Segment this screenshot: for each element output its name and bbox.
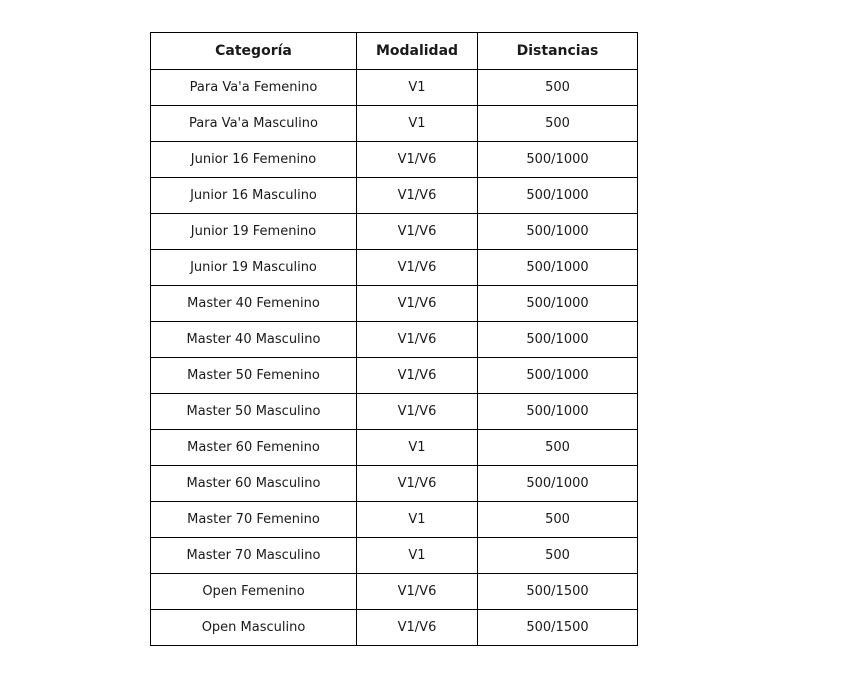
categories-table bbox=[150, 32, 638, 646]
cell-modalidad: V1/V6 bbox=[357, 574, 478, 610]
table-row bbox=[151, 466, 638, 502]
cell-modalidad: V1/V6 bbox=[357, 142, 478, 178]
cell-modalidad: V1 bbox=[357, 502, 478, 538]
cell-modalidad: V1/V6 bbox=[357, 358, 478, 394]
header-categoria: Categoría bbox=[151, 33, 357, 70]
cell-distancias: 500/1000 bbox=[478, 358, 638, 394]
header-distancias: Distancias bbox=[478, 33, 638, 70]
table-row bbox=[151, 286, 638, 322]
cell-distancias: 500/1000 bbox=[478, 178, 638, 214]
table-row bbox=[151, 142, 638, 178]
cell-distancias: 500/1000 bbox=[478, 286, 638, 322]
cell-modalidad: V1/V6 bbox=[357, 250, 478, 286]
cell-modalidad: V1 bbox=[357, 538, 478, 574]
cell-categoria: Master 40 Masculino bbox=[151, 322, 357, 358]
cell-distancias: 500 bbox=[478, 106, 638, 142]
cell-modalidad: V1/V6 bbox=[357, 178, 478, 214]
cell-categoria: Para Va'a Femenino bbox=[151, 70, 357, 106]
cell-distancias: 500/1500 bbox=[478, 610, 638, 646]
cell-modalidad: V1/V6 bbox=[357, 286, 478, 322]
cell-categoria: Master 60 Femenino bbox=[151, 430, 357, 466]
cell-distancias: 500/1000 bbox=[478, 466, 638, 502]
cell-modalidad: V1 bbox=[357, 430, 478, 466]
table-row bbox=[151, 70, 638, 106]
table-row bbox=[151, 538, 638, 574]
cell-categoria: Master 60 Masculino bbox=[151, 466, 357, 502]
cell-distancias: 500/1000 bbox=[478, 322, 638, 358]
cell-modalidad: V1 bbox=[357, 70, 478, 106]
table-row bbox=[151, 610, 638, 646]
cell-distancias: 500 bbox=[478, 70, 638, 106]
table-row bbox=[151, 358, 638, 394]
cell-modalidad: V1/V6 bbox=[357, 394, 478, 430]
cell-distancias: 500/1000 bbox=[478, 394, 638, 430]
cell-categoria: Open Femenino bbox=[151, 574, 357, 610]
table-row bbox=[151, 106, 638, 142]
table-row bbox=[151, 322, 638, 358]
cell-categoria: Para Va'a Masculino bbox=[151, 106, 357, 142]
header-modalidad: Modalidad bbox=[357, 33, 478, 70]
table-row bbox=[151, 502, 638, 538]
cell-categoria: Master 70 Femenino bbox=[151, 502, 357, 538]
cell-categoria: Junior 19 Masculino bbox=[151, 250, 357, 286]
cell-distancias: 500 bbox=[478, 538, 638, 574]
cell-distancias: 500 bbox=[478, 502, 638, 538]
table-row bbox=[151, 250, 638, 286]
cell-distancias: 500 bbox=[478, 430, 638, 466]
table-row bbox=[151, 574, 638, 610]
cell-categoria: Junior 16 Masculino bbox=[151, 178, 357, 214]
cell-modalidad: V1/V6 bbox=[357, 214, 478, 250]
table-row bbox=[151, 394, 638, 430]
cell-distancias: 500/1000 bbox=[478, 214, 638, 250]
cell-categoria: Master 50 Femenino bbox=[151, 358, 357, 394]
cell-categoria: Open Masculino bbox=[151, 610, 357, 646]
cell-modalidad: V1/V6 bbox=[357, 610, 478, 646]
cell-distancias: 500/1500 bbox=[478, 574, 638, 610]
cell-modalidad: V1/V6 bbox=[357, 322, 478, 358]
cell-distancias: 500/1000 bbox=[478, 250, 638, 286]
cell-categoria: Master 40 Femenino bbox=[151, 286, 357, 322]
cell-categoria: Junior 19 Femenino bbox=[151, 214, 357, 250]
cell-distancias: 500/1000 bbox=[478, 142, 638, 178]
cell-categoria: Master 50 Masculino bbox=[151, 394, 357, 430]
table-header-row bbox=[151, 33, 638, 70]
table-row bbox=[151, 430, 638, 466]
cell-categoria: Master 70 Masculino bbox=[151, 538, 357, 574]
cell-modalidad: V1 bbox=[357, 106, 478, 142]
cell-categoria: Junior 16 Femenino bbox=[151, 142, 357, 178]
table-row bbox=[151, 214, 638, 250]
cell-modalidad: V1/V6 bbox=[357, 466, 478, 502]
table-row bbox=[151, 178, 638, 214]
